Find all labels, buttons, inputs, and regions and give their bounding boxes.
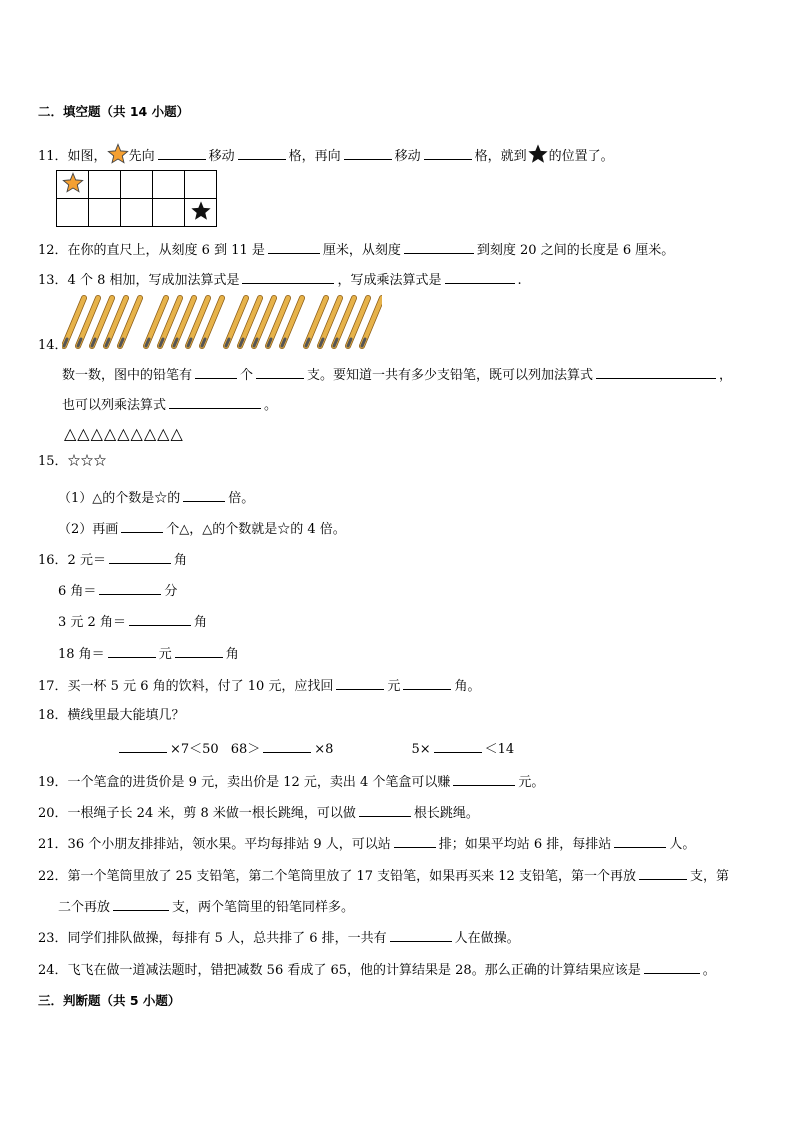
- grid-cell: [153, 171, 185, 199]
- q11-text: 的位置了。: [548, 149, 614, 164]
- question-20: [38, 803, 479, 823]
- question-18-exprs: [116, 739, 514, 759]
- pencil-group-icon: [62, 294, 382, 352]
- q17-text: 元: [387, 679, 401, 694]
- question-16-line-3: [58, 612, 207, 632]
- q22-text: 支，第: [689, 869, 729, 884]
- question-22-line-2: [58, 897, 354, 917]
- grid-cell: [185, 171, 217, 199]
- q16-text: 3 元 2 角＝: [58, 615, 126, 630]
- q19-blank-1[interactable]: [453, 772, 515, 786]
- q18-expr: ×8: [314, 742, 334, 757]
- q15-text: （1）△的个数是☆的: [58, 491, 181, 506]
- q11-text: 移动: [208, 149, 235, 164]
- q17-text: 角。: [454, 679, 481, 694]
- q16-text: 6 角＝: [58, 584, 97, 599]
- q16-text: 16．2 元＝: [38, 553, 106, 568]
- q11-blank-1[interactable]: [158, 146, 206, 160]
- q16-text: 分: [164, 584, 178, 599]
- pencil-bundle-2: [146, 298, 222, 346]
- q22-text: 二个再放: [58, 900, 111, 915]
- q19-text: 元。: [518, 775, 545, 790]
- q16-text: 角: [225, 647, 239, 662]
- q18-blank-3[interactable]: [434, 739, 482, 753]
- question-17: [38, 676, 480, 696]
- q12-blank-2[interactable]: [404, 240, 474, 254]
- q18-expr: 5×: [411, 742, 431, 757]
- q14-num: 14．: [38, 338, 68, 353]
- q15-text: （2）再画: [58, 522, 119, 537]
- q11-text: 格，再向: [288, 149, 341, 164]
- q14-blank-3[interactable]: [596, 365, 716, 379]
- section-3-title: 三．判断题（共 5 小题）: [38, 993, 181, 1008]
- q11-blank-4[interactable]: [424, 146, 472, 160]
- q17-text: 17．买一杯 5 元 6 角的饮料，付了 10 元，应找回: [38, 679, 334, 694]
- grid-cell: [89, 199, 121, 227]
- q17-blank-2[interactable]: [403, 676, 451, 690]
- q15-blank-2[interactable]: [121, 519, 163, 533]
- q11-text: 先向: [128, 149, 155, 164]
- question-15-sub-2: [58, 519, 346, 539]
- grid-cell: [89, 171, 121, 199]
- q12-text: 到刻度 20 之间的长度是 6 厘米。: [476, 243, 675, 258]
- q14-text: 个: [240, 368, 254, 383]
- q22-blank-1[interactable]: [639, 866, 687, 880]
- question-24: [38, 960, 716, 980]
- question-21: [38, 834, 695, 854]
- pencil-bundle-3: [226, 298, 302, 346]
- q18-blank-1[interactable]: [119, 739, 167, 753]
- question-11: [38, 143, 614, 171]
- orange-star-icon: [107, 143, 129, 171]
- pencil-bundle-4: [306, 298, 382, 346]
- question-14-line-1: [62, 365, 732, 385]
- q14-text: 。: [264, 398, 278, 413]
- q21-text: 人。: [669, 837, 696, 852]
- question-12: [38, 240, 674, 260]
- q14-text: 数一数，图中的铅笔有: [62, 368, 193, 383]
- q21-text: 21．36 个小朋友排排站，领水果。平均每排站 9 人，可以站: [38, 837, 391, 852]
- q18-expr: 68＞: [230, 742, 261, 757]
- orange-star-icon: [62, 172, 84, 194]
- q17-blank-1[interactable]: [336, 676, 384, 690]
- q24-text: 24．飞飞在做一道减法题时，错把减数 56 看成了 65，他的计算结果是 28。那么正确的计算结果应该是: [38, 963, 641, 978]
- q15-blank-1[interactable]: [183, 488, 225, 502]
- q14-text: ，: [719, 368, 733, 383]
- q12-text: 厘米，从刻度: [322, 243, 401, 258]
- q16-blank-4[interactable]: [108, 644, 156, 658]
- q11-text: 如图，: [67, 149, 107, 164]
- grid-cell: [185, 199, 217, 227]
- q13-blank-1[interactable]: [242, 270, 334, 284]
- q20-blank-1[interactable]: [359, 803, 411, 817]
- q14-blank-4[interactable]: [169, 395, 261, 409]
- q15-stars: 15．☆☆☆: [38, 454, 107, 469]
- q11-blank-2[interactable]: [238, 146, 286, 160]
- q16-blank-2[interactable]: [99, 581, 161, 595]
- q20-text: 20．一根绳子长 24 米，剪 8 米做一根长跳绳，可以做: [38, 806, 356, 821]
- q23-text: 人在做操。: [454, 931, 520, 946]
- star-grid: [56, 170, 217, 227]
- q16-text: 角: [193, 615, 207, 630]
- question-16-line-4: [58, 644, 239, 664]
- q22-text: 支，两个笔筒里的铅笔同样多。: [172, 900, 355, 915]
- q11-text: 移动: [394, 149, 421, 164]
- q18-expr: ×7＜50: [170, 742, 219, 757]
- q18-title: 18．横线里最大能填几？: [38, 708, 185, 723]
- question-15-sub-1: [58, 488, 254, 508]
- q21-blank-1[interactable]: [394, 834, 436, 848]
- q23-text: 23．同学们排队做操，每排有 5 人，总共排了 6 排，一共有: [38, 931, 387, 946]
- q14-blank-1[interactable]: [195, 365, 237, 379]
- q15-text: 倍。: [228, 491, 255, 506]
- q14-text: 也可以列乘法算式: [62, 398, 167, 413]
- question-23: [38, 928, 520, 948]
- q23-blank-1[interactable]: [390, 928, 452, 942]
- q22-blank-2[interactable]: [113, 897, 169, 911]
- q11-blank-3[interactable]: [344, 146, 392, 160]
- question-14-line-2: [62, 395, 277, 415]
- question-16-line-1: [38, 550, 187, 570]
- grid-cell: [153, 199, 185, 227]
- q24-text: 。: [702, 963, 716, 978]
- q19-text: 19．一个笔盒的进货价是 9 元，卖出价是 12 元，卖出 4 个笔盒可以赚: [38, 775, 451, 790]
- q16-text: 角: [173, 553, 187, 568]
- q11-num: 11．: [38, 149, 68, 164]
- q21-blank-2[interactable]: [614, 834, 666, 848]
- q18-expr: ＜14: [484, 742, 515, 757]
- q13-blank-2[interactable]: [445, 270, 515, 284]
- q11-text: 格，就到: [474, 149, 527, 164]
- q16-blank-3[interactable]: [129, 612, 191, 626]
- q14-blank-2[interactable]: [256, 365, 304, 379]
- q24-blank-1[interactable]: [644, 960, 700, 974]
- q12-blank-1[interactable]: [268, 240, 320, 254]
- q13-text: .: [517, 273, 522, 288]
- q14-text: 支。要知道一共有多少支铅笔，既可以列加法算式: [307, 368, 594, 383]
- question-22-line-1: [38, 866, 729, 886]
- q16-text: 18 角＝: [58, 647, 105, 662]
- q12-text: 12．在你的直尺上，从刻度 6 到 11 是: [38, 243, 265, 258]
- question-16-line-2: [58, 581, 177, 601]
- q13-text: ，写成乘法算式是: [337, 273, 442, 288]
- q15-text: 个△，△的个数就是☆的 4 倍。: [166, 522, 346, 537]
- pencil-bundle-1: [64, 298, 140, 346]
- triangle-row: △△△△△△△△△: [64, 424, 184, 443]
- question-19: [38, 772, 544, 792]
- grid-cell: [121, 199, 153, 227]
- black-star-icon: [190, 200, 212, 222]
- question-13: [38, 270, 522, 290]
- q18-blank-2[interactable]: [263, 739, 311, 753]
- q21-text: 排；如果平均站 6 排，每排站: [438, 837, 612, 852]
- q22-text: 22．第一个笔筒里放了 25 支铅笔，第二个笔筒里放了 17 支铅笔，如果再买来 12 支铅笔，第一个再放: [38, 869, 636, 884]
- q16-blank-1[interactable]: [109, 550, 171, 564]
- section-2-title: 二．填空题（共 14 小题）: [38, 104, 190, 119]
- grid-cell: [121, 171, 153, 199]
- q16-text: 元: [158, 647, 172, 662]
- q13-text: 13．4 个 8 相加，写成加法算式是: [38, 273, 240, 288]
- grid-cell: [57, 171, 89, 199]
- q20-text: 根长跳绳。: [413, 806, 479, 821]
- black-star-icon: [527, 143, 549, 171]
- q16-blank-5[interactable]: [175, 644, 223, 658]
- grid-cell: [57, 199, 89, 227]
